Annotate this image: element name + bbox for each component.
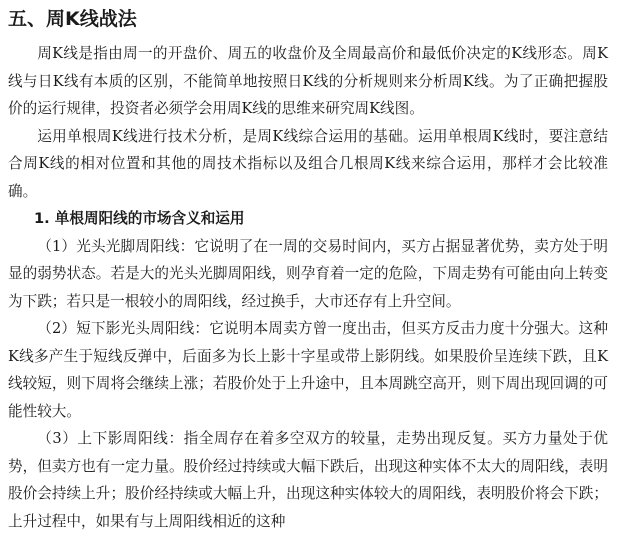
- list-item-paragraph: （3）上下影周阳线：指全周存在着多空双方的较量，走势出现反复。买方力量处于优势，但卖方也有一定力量。股价经过持续或大幅下跌后，出现这种实体不太大的周阳线，表明股价会持续上升；股价经持续或大幅上升，出现这种实体较大的周阳线，表明股价将会下跌；上升过程中，如果有与上周阳线相近的这种: [8, 430, 608, 530]
- list-item-paragraph: （2）短下影光头周阳线：它说明本周卖方曾一度出击，但买方反击力度十分强大。这种K线多产生于短线反弹中，后面多为长上影十字星或带上影阴线。如果股价呈连续下跌，且K线较短，则下周将会继续上涨；若股价处于上升途中，且本周跳空高开，则下周出现回调的可能性较大。: [8, 320, 608, 420]
- body-paragraph: 运用单根周K线进行技术分析，是周K线综合运用的基础。运用单根周K线时，要注意结合周K线的相对位置和其他的周技术指标以及组合几根周K线来综合运用，那样才会比较准确。: [8, 127, 608, 200]
- subsection-heading: 1. 单根周阳线的市场含义和运用: [34, 210, 245, 227]
- list-item-paragraph: （1）光头光脚周阳线：它说明了在一周的交易时间内，买方占据显著优势，卖方处于明显的弱势状态。若是大的光头光脚周阳线，则孕育着一定的危险，下周走势有可能由向上转变为下跌；若只是一根较小的周阳线，经过换手，大市还存有上升空间。: [8, 237, 608, 310]
- body-paragraph: 周K线是指由周一的开盘价、周五的收盘价及全周最高价和最低价决定的K线形态。周K线与日K线有本质的区别，不能简单地按照日K线的分析规则来分析周K线。为了正确把握股价的运行规律，投资者必须学会用周K线的思维来研究周K线图。: [8, 45, 608, 117]
- section-heading: 五、周K线战法: [8, 8, 137, 30]
